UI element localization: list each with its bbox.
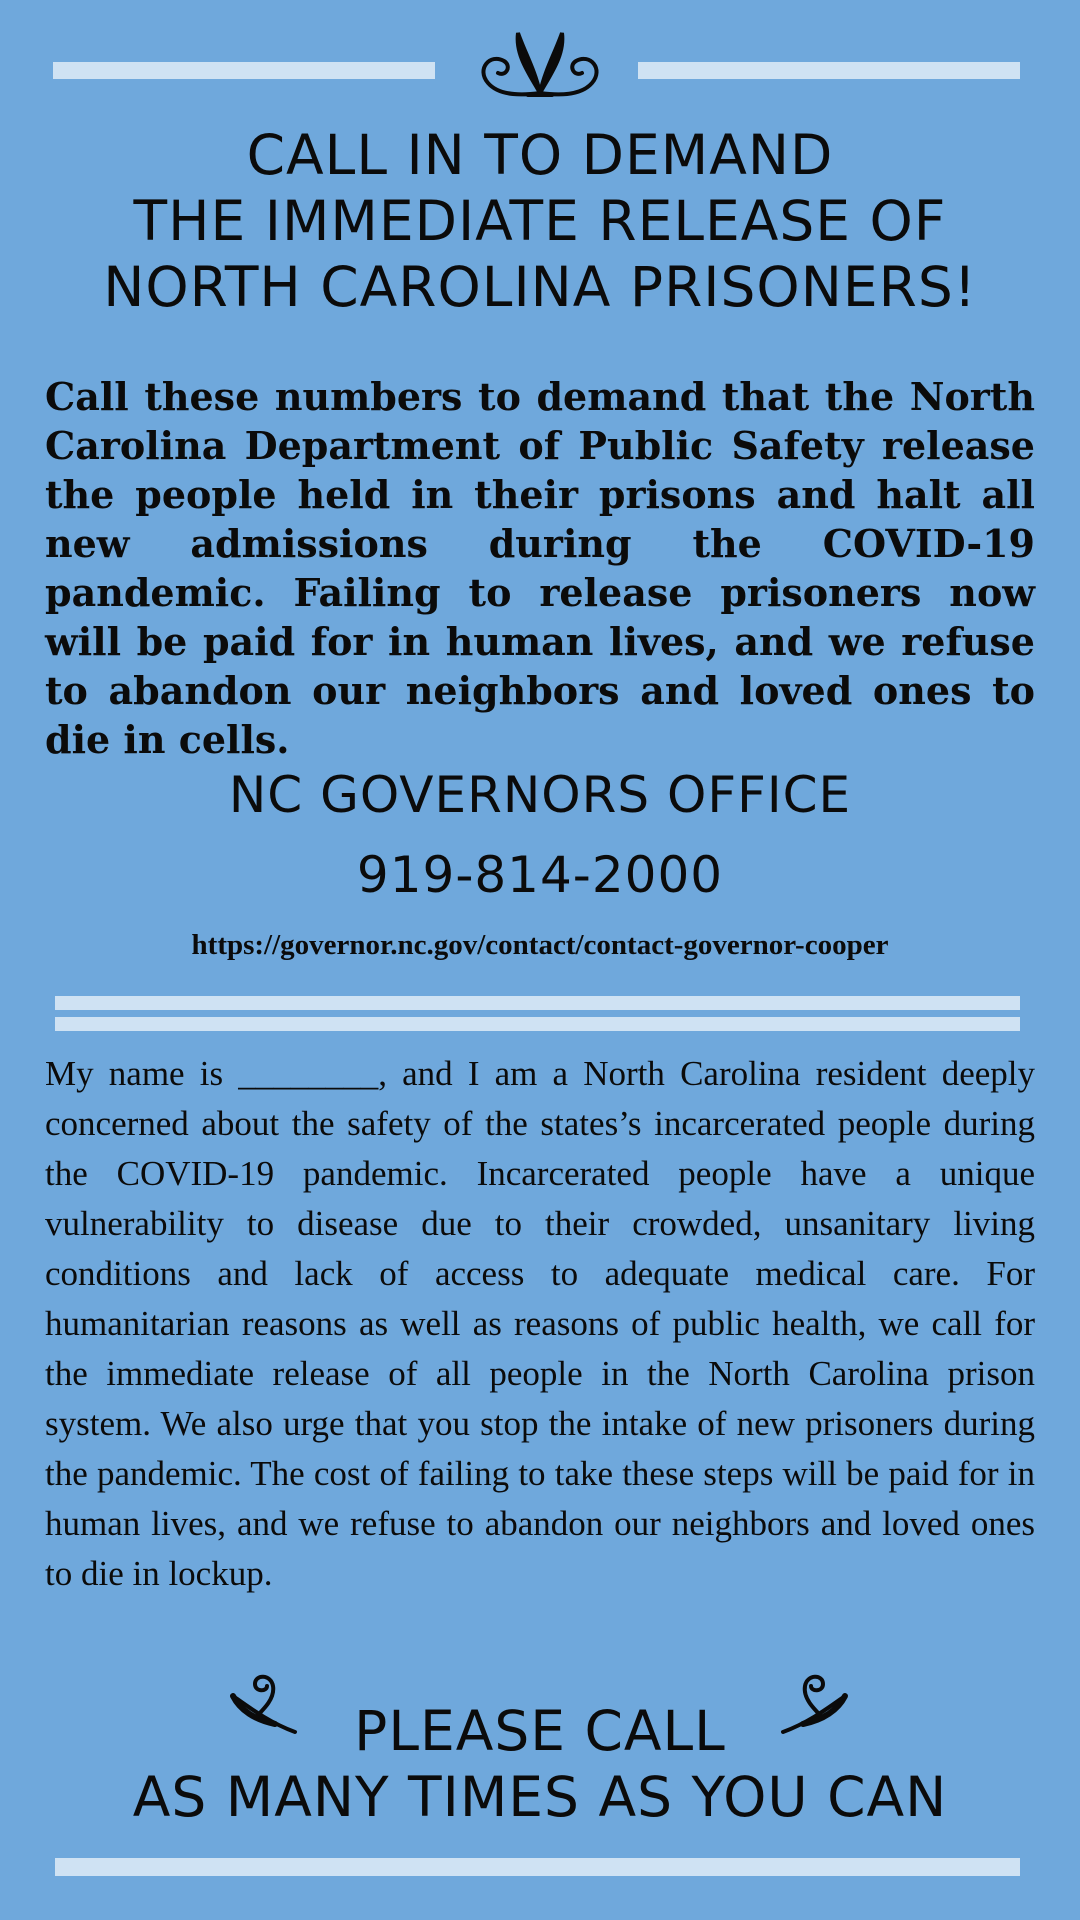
closing-line-1: PLEASE CALL	[354, 1699, 726, 1763]
title-line-3: NORTH CAROLINA PRISONERS!	[103, 255, 977, 319]
closing-call-to-action	[0, 1698, 1080, 1830]
governor-office-heading: NC GOVERNORS OFFICE	[228, 766, 852, 824]
call-script-paragraph: My name is ________, and I am a North Carolina resident deeply concerned about the safety of the states’s incarcerated people during the COVID-19 pandemic. Incarcerated people have a unique vulnerability to disease due to their crowded, unsanitary living conditions and lack of access to adequate medical care. For humanitarian reasons as well as reasons of public health, we call for the immediate release of all people in the North Carolina prison system. We also urge that you stop the intake of new prisoners during the pandemic. The cost of failing to take these steps will be paid for in human lives, and we refuse to abandon our neighbors and loved ones to die in lockup.	[45, 1054, 1035, 1593]
top-right-bar	[638, 62, 1020, 79]
governor-phone-number[interactable]: 919-814-2000	[356, 846, 724, 904]
flourish-ornament-icon	[470, 25, 610, 100]
divider-bar-lower	[55, 1017, 1020, 1031]
governor-contact-link[interactable]: https://governor.nc.gov/contact/contact-governor-cooper	[191, 929, 889, 961]
top-left-bar	[53, 62, 435, 79]
closing-line-2: AS MANY TIMES AS YOU CAN	[132, 1765, 948, 1829]
intro-paragraph: Call these numbers to demand that the North Carolina Department of Public Safety release the people held in their prisons and halt all new admissions during the COVID-19 pandemic. Failing to release prisoners now will be paid for in human lives, and we refuse to abandon our neighbors and loved ones to die in cells.	[45, 374, 1035, 762]
divider-bar-upper	[55, 996, 1020, 1010]
page-title	[0, 122, 1080, 320]
title-line-2: THE IMMEDIATE RELEASE OF	[133, 189, 947, 253]
bottom-bar	[55, 1858, 1020, 1876]
title-line-1: CALL IN TO DEMAND	[246, 123, 834, 187]
